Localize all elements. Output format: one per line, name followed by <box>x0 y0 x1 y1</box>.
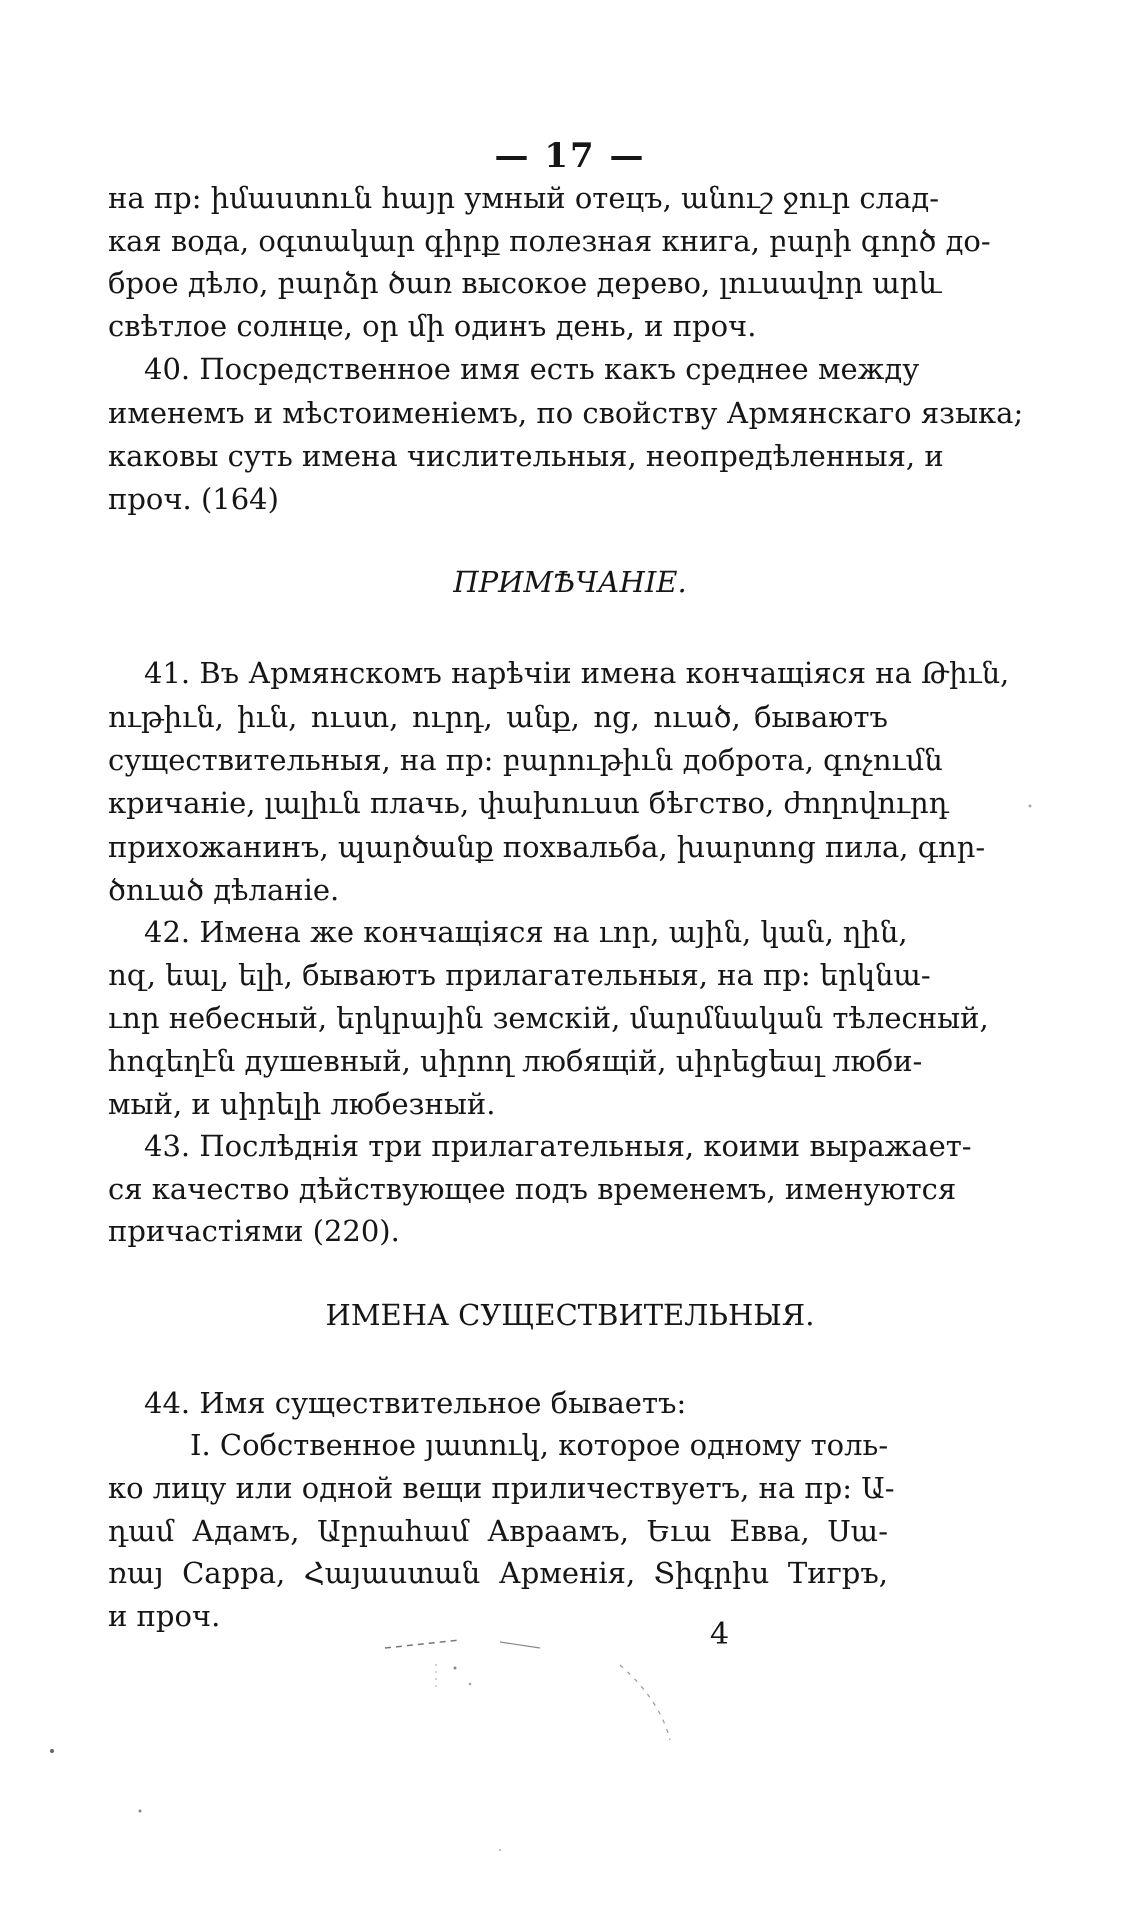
text-line: на пр: իմաստուն հայր умный отецъ, անուշ ջուր слад- <box>108 181 940 215</box>
text-line: мый, и սիրելի любезный. <box>108 1087 496 1121</box>
text-line: ութիւն, իւն, ուստ, ուրդ, անք, ոց, ուած, бываютъ <box>108 700 888 734</box>
text-line: ոզ, եալ, ելի, бываютъ прилагательныя, на пр: երկնա- <box>108 958 931 992</box>
text-line: ւոր небесный, երկրային земскій, մարմնական тѣлесный, <box>108 1001 989 1035</box>
text-line: прихожанинъ, պարծանք похвальба, խարտոց пила, գոր- <box>108 830 986 864</box>
text-line: кричаніе, լալիւն плачь, փախուստ бѣгство, ժողովուրդ <box>108 786 949 820</box>
text-line: каковы суть имена числительныя, неопредѣленныя, и <box>108 439 944 473</box>
text-line: հոգեղէն душевный, սիրող любящій, սիրեցեալ люби- <box>108 1044 923 1078</box>
paragraph-44-item-1: I. Собственное յատուկ, которое одному толь- <box>190 1428 889 1462</box>
signature-mark: 4 <box>710 1617 730 1652</box>
text-line: причастіями (220). <box>108 1214 400 1248</box>
text-line: свѣтлое солнце, օր մի одинъ день, и проч. <box>108 309 757 343</box>
text-line: ко лицу или одной вещи приличествуетъ, на пр: Ա- <box>108 1471 895 1505</box>
page-number: — 17 — <box>494 136 646 176</box>
paragraph-42-start: 42. Имена же кончащіяся на ւոր, ային, կան, ղին, <box>144 915 908 949</box>
text-line: кая вода, օգտակար գիրք полезная книга, բարի գործ до- <box>108 224 991 258</box>
text-line: ռայ Сарра, Հայաստան Арменія, Տիգրիս Тигръ, <box>108 1556 888 1590</box>
note-heading: ПРИМѢЧАНІЕ. <box>453 565 687 599</box>
text-line: и проч. <box>108 1599 221 1633</box>
text-line: ծուած дѣланіе. <box>108 873 340 907</box>
text-line: брое дѣло, բարձր ծառ высокое дерево, լուսավոր արև <box>108 266 942 300</box>
text-line: проч. (164) <box>108 482 279 516</box>
paragraph-43-start: 43. Послѣднія три прилагательныя, коими выражает- <box>144 1129 972 1163</box>
text-line: ся качество дѣйствующее подъ временемъ, именуются <box>108 1172 957 1206</box>
section-heading: ИМЕНА СУЩЕСТВИТЕЛЬНЫЯ. <box>325 1298 815 1332</box>
text-line: именемъ и мѣстоименіемъ, по свойству Армянскаго языка; <box>108 396 1024 430</box>
paragraph-44-start: 44. Имя существительное бываетъ: <box>144 1386 687 1420</box>
paragraph-41-start: 41. Въ Армянскомъ нарѣчіи имена кончащіяся на Թիւն, <box>144 656 1010 690</box>
paragraph-40-start: 40. Посредственное имя есть какъ среднее между <box>144 352 920 386</box>
text-line: դամ Адамъ, Աբրահամ Авраамъ, Եւա Евва, Սա- <box>108 1514 888 1548</box>
text-line: существительныя, на пр: բարութիւն доброта, գոչումն <box>108 743 943 777</box>
